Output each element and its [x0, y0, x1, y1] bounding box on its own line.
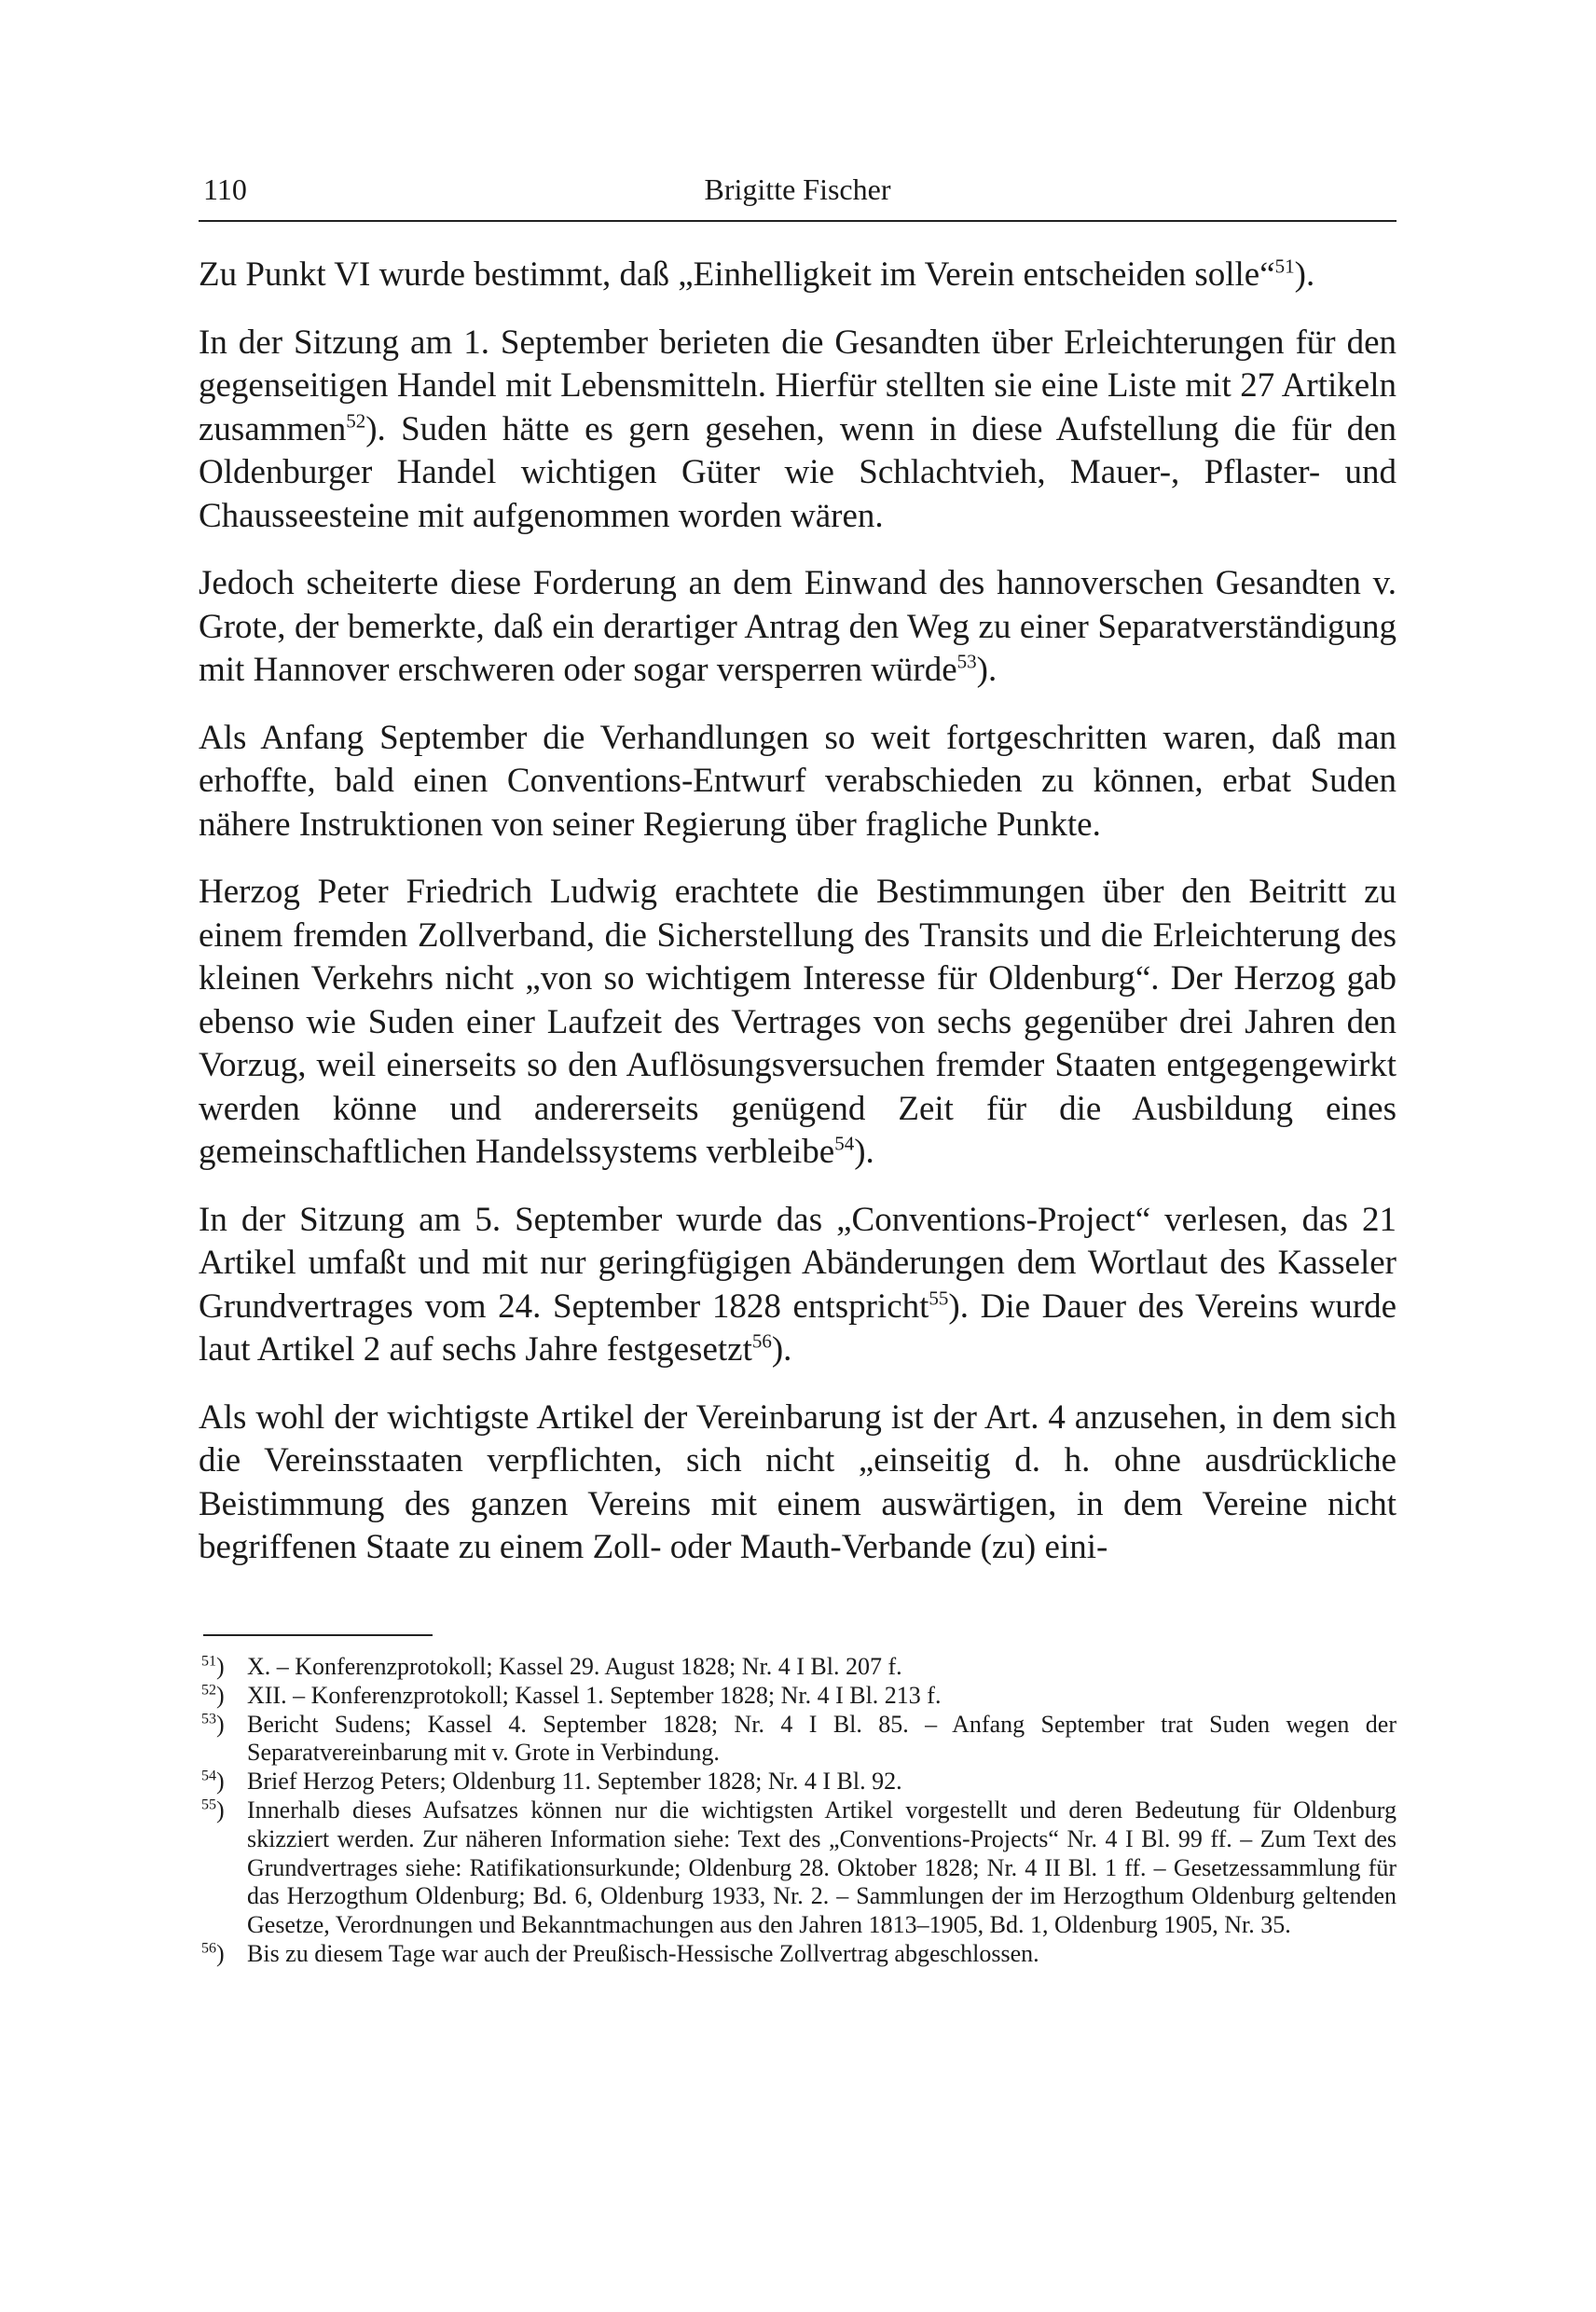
paragraph-3 [199, 562, 1396, 693]
paragraph-text-tail: ). [1294, 255, 1315, 294]
header-rule [199, 220, 1396, 222]
footnote-ref-55[interactable]: 55 [929, 1287, 949, 1310]
paragraph-2 [199, 322, 1396, 539]
paragraph-4 [199, 717, 1396, 847]
footnote-number: $^{56}$) [201, 1939, 225, 1967]
footnote-ref-52[interactable]: 52 [346, 409, 366, 433]
footnote-55 [199, 1796, 1396, 1940]
footnote-text: XII. – Konferenzprotokoll; Kassel 1. September 1828; Nr. 4 I Bl. 213 f. [247, 1681, 942, 1709]
paragraph-text-tail: ). [976, 651, 998, 689]
footnote-51 [199, 1653, 1396, 1682]
body-text [199, 254, 1396, 1594]
footnote-number: $^{54}$) [201, 1768, 225, 1796]
footnote-number: $^{52}$) [201, 1681, 225, 1709]
paragraph-text-tail: ). [771, 1330, 792, 1369]
footnote-text: X. – Konferenzprotokoll; Kassel 29. August 1828; Nr. 4 I Bl. 207 f. [247, 1653, 902, 1680]
footnote-ref-56[interactable]: 56 [751, 1329, 772, 1353]
footnote-ref-53[interactable]: 53 [956, 650, 977, 673]
footnote-ref-51[interactable]: 51 [1274, 255, 1295, 278]
paragraph-text-tail: ). Die Dauer des Vereins wurde laut Artikel 2 auf sechs Jahre festgesetzt [199, 1287, 1396, 1369]
paragraph-5 [199, 871, 1396, 1175]
footnote-number: $^{53}$) [201, 1710, 225, 1738]
footnotes [199, 1653, 1396, 1969]
paragraph-text: Herzog Peter Friedrich Ludwig erachtete die Bestimmungen über den Beitritt zu einem fremden Zollverband, die Sicherstellung des Transits und die Erleichterung des kleinen Verkehrs nicht „von so wichtigem Interesse für Oldenburg“. Der Herzog gab ebenso wie Suden einer Laufzeit des Vertrages von sechs gegenüber drei Jahren den Vorzug, weil einerseits so den Auflösungsversuchen fremder Staaten entgegengewirkt werden könne und andererseits genügend Zeit für die Ausbildung eines gemeinschaftlichen Handelssystems verbleibe [199, 873, 1396, 1171]
footnote-rule [203, 1634, 433, 1636]
footnote-52 [199, 1682, 1396, 1711]
footnote-text: Brief Herzog Peters; Oldenburg 11. September 1828; Nr. 4 I Bl. 92. [247, 1768, 902, 1796]
running-head: Brigitte Fischer [704, 172, 891, 206]
paragraph-text: Jedoch scheiterte diese Forderung an dem Einwand des hannoverschen Gesandten v. Grote, der bemerkte, daß ein derartiger Antrag den Weg zu einer Separatverständigung mit Hannover erschweren oder sogar versperren würde [199, 564, 1396, 689]
paragraph-6 [199, 1199, 1396, 1372]
paragraph-1 [199, 254, 1396, 297]
footnote-54 [199, 1768, 1396, 1796]
paragraph-text-tail: ). Suden hätte es gern gesehen, wenn in diese Aufstellung die für den Oldenburger Handel wichtigen Güter wie Schlachtvieh, Mauer-, Pflaster- und Chausseesteine mit aufgenommen worden wären. [199, 409, 1396, 535]
paragraph-text: In der Sitzung am 1. September berieten die Gesandten über Erleichterungen für den gegenseitigen Handel mit Lebensmitteln. Hierfür stellten sie eine Liste mit 27 Artikeln zusammen [199, 323, 1396, 448]
footnote-text: Innerhalb dieses Aufsatzes können nur die wichtigsten Artikel vorgestellt und deren Bedeutung für Oldenburg skizziert werden. Zur näheren Information siehe: Text des „Conventions-Projects“ Nr. 4 I Bl. 99 ff. – Zum Text des Grundvertrages siehe: Ratifikationsurkunde; Oldenburg 28. Oktober 1828; Nr. 4 II Bl. 1 ff. – Gesetzessammlung für das Herzogthum Oldenburg; Bd. 6, Oldenburg 1933, Nr. 2. – Sammlungen der im Herzogthum Oldenburg geltenden Gesetze, Verordnungen und Bekanntmachungen aus den Jahren 1813–1905, Bd. 1, Oldenburg 1905, Nr. 35. [247, 1796, 1396, 1939]
footnote-56 [199, 1940, 1396, 1969]
paragraph-7 [199, 1397, 1396, 1570]
footnote-text: Bericht Sudens; Kassel 4. September 1828; Nr. 4 I Bl. 85. – Anfang September trat Suden wegen der Separatvereinbarung mit v. Grote in Verbindung. [247, 1710, 1396, 1767]
footnote-number: $^{51}$) [201, 1653, 225, 1680]
footnote-53 [199, 1711, 1396, 1768]
paragraph-text: Zu Punkt VI wurde bestimmt, daß „Einhelligkeit im Verein entscheiden solle“ [199, 255, 1275, 294]
paragraph-text: Als wohl der wichtigste Artikel der Vereinbarung ist der Art. 4 anzusehen, in dem sich die Vereinsstaaten verpflichten, sich nicht „einseitig d. h. ohne ausdrückliche Beistimmung des ganzen Vereins mit einem auswärtigen, in dem Vereine nicht begriffenen Staate zu einem Zoll- oder Mauth-Verbande (zu) eini- [199, 1397, 1396, 1566]
footnote-ref-54[interactable]: 54 [834, 1132, 855, 1155]
footnote-text: Bis zu diesem Tage war auch der Preußisch-Hessische Zollvertrag abgeschlossen. [247, 1939, 1039, 1967]
paragraph-text-tail: ). [854, 1133, 874, 1171]
paragraph-text: In der Sitzung am 5. September wurde das „Conventions-Project“ verlesen, das 21 Artikel umfaßt und mit nur geringfügigen Abänderungen dem Wortlaut des Kasseler Grundvertrages vom 24. September 1828 entspricht [199, 1200, 1396, 1326]
page-header [199, 171, 1396, 208]
paragraph-text: Als Anfang September die Verhandlungen so weit fortgeschritten waren, daß man erhoffte, bald einen Conventions-Entwurf verabschieden zu können, erbat Suden nähere Instruktionen von seiner Regierung über fragliche Punkte. [199, 718, 1396, 844]
page-number: 110 [203, 172, 247, 206]
footnote-number: $^{55}$) [201, 1796, 225, 1823]
